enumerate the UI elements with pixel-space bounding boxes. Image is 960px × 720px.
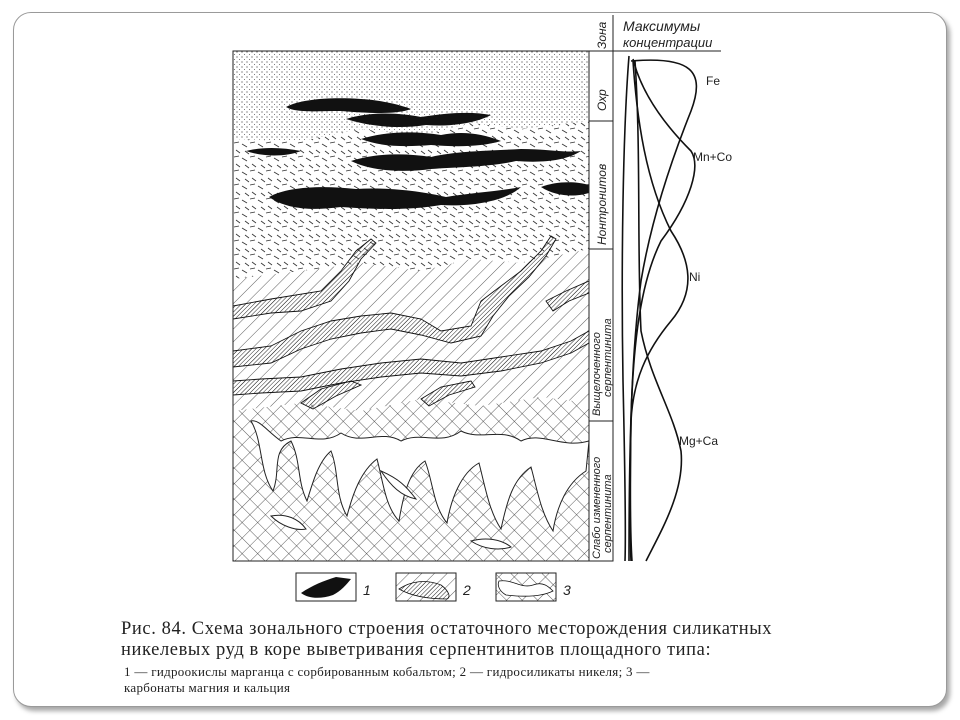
caption-line-3: 1 — гидроокислы марганца с сорбированным кобальтом; 2 — гидросиликаты никеля; 3 — — [124, 664, 650, 679]
legend-item-2 — [396, 573, 471, 601]
geologic-section — [233, 51, 589, 561]
curve-label-mg-ca: Mg+Ca — [679, 434, 719, 448]
zone-header: Зона — [595, 21, 609, 49]
legend-number-3: 3 — [563, 582, 571, 598]
maxima-header-line1: Максимумы — [623, 18, 701, 34]
baseline-curve — [622, 56, 629, 561]
legend-item-1 — [296, 573, 371, 601]
caption-line-2: никелевых руд в коре выветривания серпентинитов площадного типа: — [121, 640, 712, 660]
zone-label-nontronite: Нонтронитов — [595, 163, 609, 245]
concentration-curves — [622, 18, 732, 561]
legend-number-2: 2 — [463, 582, 471, 598]
curve-fe — [629, 60, 696, 561]
zone-column — [589, 15, 721, 561]
legend-item-3 — [496, 573, 571, 601]
curve-label-ni: Ni — [689, 270, 701, 284]
maxima-header-line2: концентрации — [623, 35, 713, 50]
curve-label-mn-co: Mn+Co — [693, 150, 733, 164]
weathering-crust-diagram — [14, 13, 946, 706]
legend — [296, 573, 571, 601]
caption-line-4: карбонаты магния и кальция — [124, 680, 291, 695]
curve-ni — [630, 61, 688, 561]
legend-number-1: 1 — [363, 582, 371, 598]
zone-label-ochre: Охр — [595, 89, 609, 111]
zone-label-leached-line2: серпентинита — [602, 318, 614, 397]
zone-label-leached-line1: Выщелоченного — [591, 332, 603, 416]
slide-frame — [13, 12, 947, 707]
zone-label-weak-line2: серпентинита — [602, 474, 614, 553]
zone-label-weak-line1: Слабо измененного — [591, 456, 603, 559]
caption-line-1: Рис. 84. Схема зонального строения остаточного месторождения силикатных — [121, 619, 773, 639]
curve-label-fe: Fe — [706, 74, 721, 88]
